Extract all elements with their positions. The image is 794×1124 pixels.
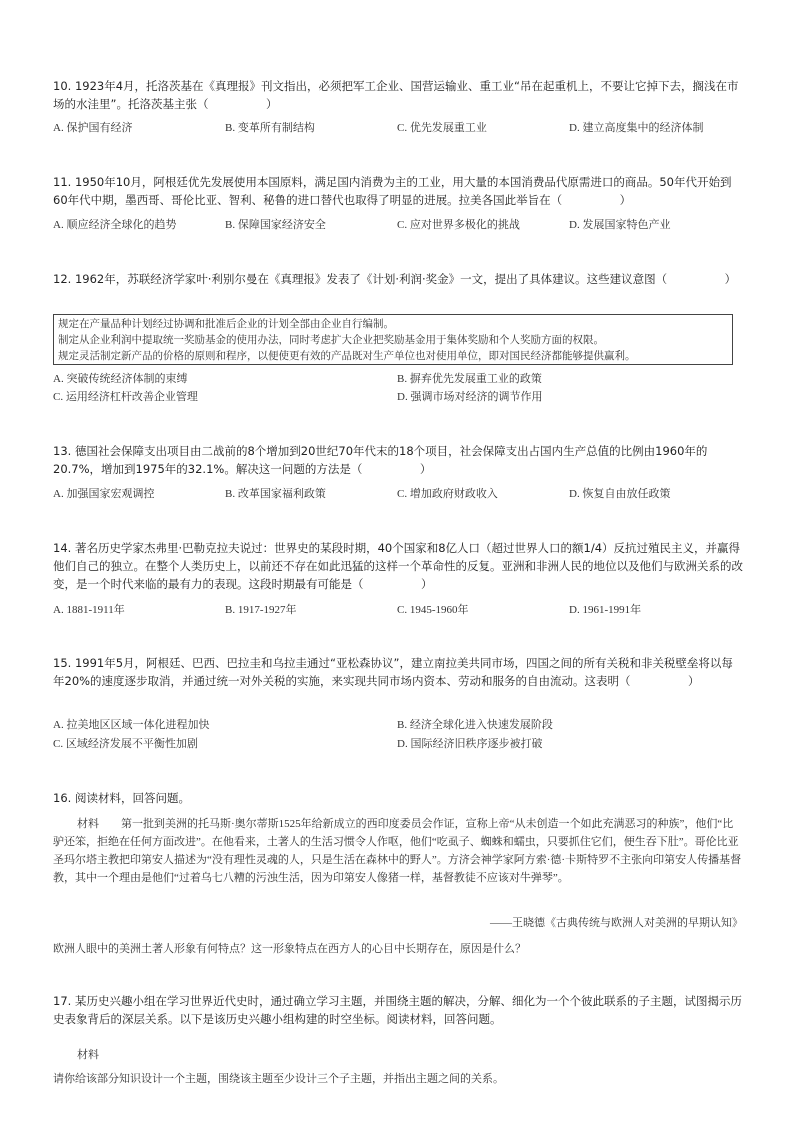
q12-material-line: 规定灵活制定新产品的价格的原则和程序，以便使更有效的产品既对生产单位也对使用单位，即对国民经济都能够提供赢利。 [58, 351, 636, 362]
q10-option-d: D. 建立高度集中的经济体制 [569, 122, 704, 134]
q12-option-d: D. 强调市场对经济的调节作用 [397, 391, 543, 403]
q14-option-d: D. 1961-1991年 [569, 604, 642, 616]
q15-option-c: C. 区域经济发展不平衡性加剧 [53, 738, 198, 750]
q17-question: 请你给该部分知识设计一个主题，围绕该主题至少设计三个子主题，并指出主题之间的关系。 [53, 1073, 504, 1085]
q10-option-a: A. 保护国有经济 [53, 122, 133, 134]
q10-option-b: B. 变革所有制结构 [225, 122, 315, 134]
question-14-stem: 14. 著名历史学家杰弗里·巴勒克拉夫说过：世界史的某段时期，40个国家和8亿人口（超过世界人口的额1/4）反抗过殖民主义，并赢得他们自己的独立。在整个人类历史上，以前还不存在如此迅猛的这样一个革命性的反复。亚洲和非洲人民的地位以及他们与欧洲关系的改变，是一个时代来临的最有力的表现。这段时期最有可能是（ ） [53, 541, 743, 591]
q11-option-d: D. 发展国家特色产业 [569, 219, 671, 231]
q11-option-a: A. 顺应经济全球化的趋势 [53, 219, 177, 231]
q12-material-box [53, 314, 733, 365]
question-17-stem: 17. 某历史兴趣小组在学习世界近代史时，通过确立学习主题，并围绕主题的解决，分解、细化为一个个彼此联系的子主题，试图揭示历史表象背后的深层关系。以下是该历史兴趣小组构建的时空坐标。阅读材料，回答问题。 [53, 994, 742, 1026]
q14-option-b: B. 1917-1927年 [225, 604, 297, 616]
question-11-stem: 11. 1950年10月，阿根廷优先发展使用本国原料，满足国内消费为主的工业，用大量的本国消费品代原需进口的商品。50年代开始到60年代中期，墨西哥、哥伦比亚、智利、秘鲁的进口替代也取得了明显的进展。拉美各国此举旨在（ ） [53, 175, 732, 207]
question-15-stem: 15. 1991年5月，阿根廷、巴西、巴拉圭和乌拉圭通过“亚松森协议”，建立南拉美共同市场，四国之间的所有关税和非关税壁垒将以每年20%的速度逐步取消，并通过统一对外关税的实施，来实现共同市场内资本、劳动和服务的自由流动。这表明（ ） [53, 656, 733, 688]
q16-material: 材料 第一批到美洲的托马斯·奥尔蒂斯1525年给新成立的西印度委员会作证，宣称上帝“从未创造一个如此充满恶习的种族”，他们“比驴还笨，拒绝在任何方面改进”。在他看来，土著人的生活习惯令人作呕，他们“吃虱子、蜘蛛和蠕虫，只要抓住它们，便生吞下肚”。哥伦比亚圣玛尔塔主教把印第安人描述为“没有理性灵魂的人，只是生活在森林中的野人”。方济会神学家阿方索·德·卡斯特罗不主张向印第安人传播基督教，其中一个理由是他们“过着乌七八糟的污浊生活，因为印第安人像猪一样，基督教徒不应该对牛弹琴”。 [53, 818, 742, 884]
question-10-stem: 10. 1923年4月，托洛茨基在《真理报》刊文指出，必须把军工企业、国营运输业、重工业“吊在起重机上，不要让它掉下去，搁浅在市场的水洼里”。托洛茨基主张（ ） [53, 79, 739, 111]
q12-material-line: 规定在产量品种计划经过协调和批准后企业的计划全部由企业自行编制。 [58, 319, 394, 330]
q11-option-c: C. 应对世界多极化的挑战 [397, 219, 520, 231]
question-12-stem: 12. 1962年，苏联经济学家叶·利别尔曼在《真理报》发表了《计划·利润·奖金》一文，提出了具体建议。这些建议意图（ ） [53, 272, 737, 286]
q15-option-d: D. 国际经济旧秩序逐步被打破 [397, 738, 543, 750]
q16-question: 欧洲人眼中的美洲土著人形象有何特点？这一形象特点在西方人的心目中长期存在，原因是什么？ [53, 943, 526, 955]
q13-option-b: B. 改革国家福利政策 [225, 488, 326, 500]
q12-option-b: B. 摒弃优先发展重工业的政策 [397, 373, 542, 385]
q10-option-c: C. 优先发展重工业 [397, 122, 487, 134]
q12-material-line: 制定从企业利润中提取统一奖励基金的使用办法，同时考虑扩大企业把奖励基金用于集体奖励和个人奖励方面的权限。 [58, 335, 604, 346]
q12-option-c: C. 运用经济杠杆改善企业管理 [53, 391, 198, 403]
q11-option-b: B. 保障国家经济安全 [225, 219, 326, 231]
q15-option-a: A. 拉美地区区域一体化进程加快 [53, 719, 210, 731]
q14-option-a: A. 1881-1911年 [53, 604, 125, 616]
q13-option-c: C. 增加政府财政收入 [397, 488, 498, 500]
q16-source: ——王晓德《古典传统与欧洲人对美洲的早期认知》 [490, 917, 743, 929]
question-16-stem: 16. 阅读材料，回答问题。 [53, 791, 190, 805]
q13-option-a: A. 加强国家宏观调控 [53, 488, 155, 500]
question-13-stem: 13. 德国社会保障支出项目由二战前的8个增加到20世纪70年代末的18个项目，社会保障支出占国内生产总值的比例由1960年的20.7%，增加到1975年的32.1%。解决这一问题的方法是（ ） [53, 444, 708, 476]
q12-option-a: A. 突破传统经济体制的束缚 [53, 373, 188, 385]
q17-material-label: 材料 [77, 1049, 99, 1061]
q14-option-c: C. 1945-1960年 [397, 604, 469, 616]
q15-option-b: B. 经济全球化进入快速发展阶段 [397, 719, 553, 731]
q13-option-d: D. 恢复自由放任政策 [569, 488, 671, 500]
